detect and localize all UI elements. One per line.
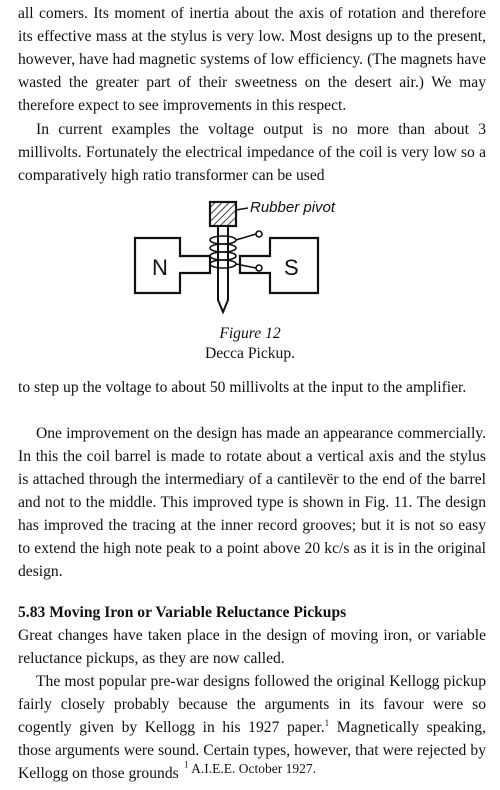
south-magnet-shape	[240, 238, 318, 293]
terminal-upper	[256, 231, 262, 237]
north-magnet-shape	[135, 238, 210, 293]
paragraph-improvement: One improvement on the design has made an appearance commercially. In this the coil barrel is made to rotate about a vertical axis and the stylus is attached through the intermediary of a cantilevër to the end of the barrel and not to the middle. This improved type is shown in Fig. 11. The design has improved the tracing at the inner record grooves; but it is not so easy to extend the high note peak to a point above 20 kc/s as it is in the original design.	[18, 425, 486, 580]
kellogg-text: The most popular pre-war designs followed the original Kellogg pickup fairly closely probably because the arguments in its favour were so cogently given by Kellogg in his 1927 paper.	[18, 673, 486, 736]
pole-n-label: N	[152, 255, 168, 280]
pole-s-label: S	[284, 255, 299, 280]
paragraph-voltage-output: In current examples the voltage output is no more than about 3 millivolts. Fortunately the electrical impedance of the coil is very low so a comparatively high ratio transformer can be used	[18, 121, 486, 184]
decca-pickup-diagram	[130, 188, 370, 318]
stylus-shape	[218, 226, 228, 312]
footnote	[0, 760, 500, 778]
footnote-reference: 1	[324, 717, 330, 728]
footnote-text: A.I.E.E. October 1927.	[191, 761, 316, 776]
paragraph-moment-of-inertia: all comers. Its moment of inertia about the axis of rotation and therefore its effective mass at the stylus is very low. Most designs up to the present, however, have had magnetic systems of low efficiency. (The magnets have wasted the greater part of their sweetness on the desert air.) We may therefore expect to see improvements in this respect.	[18, 5, 486, 114]
figure-number: Figure 12	[219, 325, 281, 342]
section-heading: 5.83 Moving Iron or Variable Reluctance Pickups	[18, 604, 347, 621]
paragraph-great-changes: Great changes have taken place in the design of moving iron, or variable reluctance pickups, as they are now called.	[18, 627, 486, 667]
rubber-pivot-label: Rubber pivot	[250, 199, 336, 216]
terminal-lower	[256, 265, 262, 271]
magnetically-text: Magnetically speaking, those arguments were sound. Certain types, however, that were rejected by Kellogg on those grounds	[18, 719, 486, 782]
paragraph-step-up: to step up the voltage to about 50 millivolts at the input to the amplifier.	[18, 379, 467, 396]
figure-caption: Decca Pickup.	[204, 345, 296, 362]
footnote-mark: 1	[184, 759, 189, 770]
rubber-pivot-block	[210, 202, 236, 226]
